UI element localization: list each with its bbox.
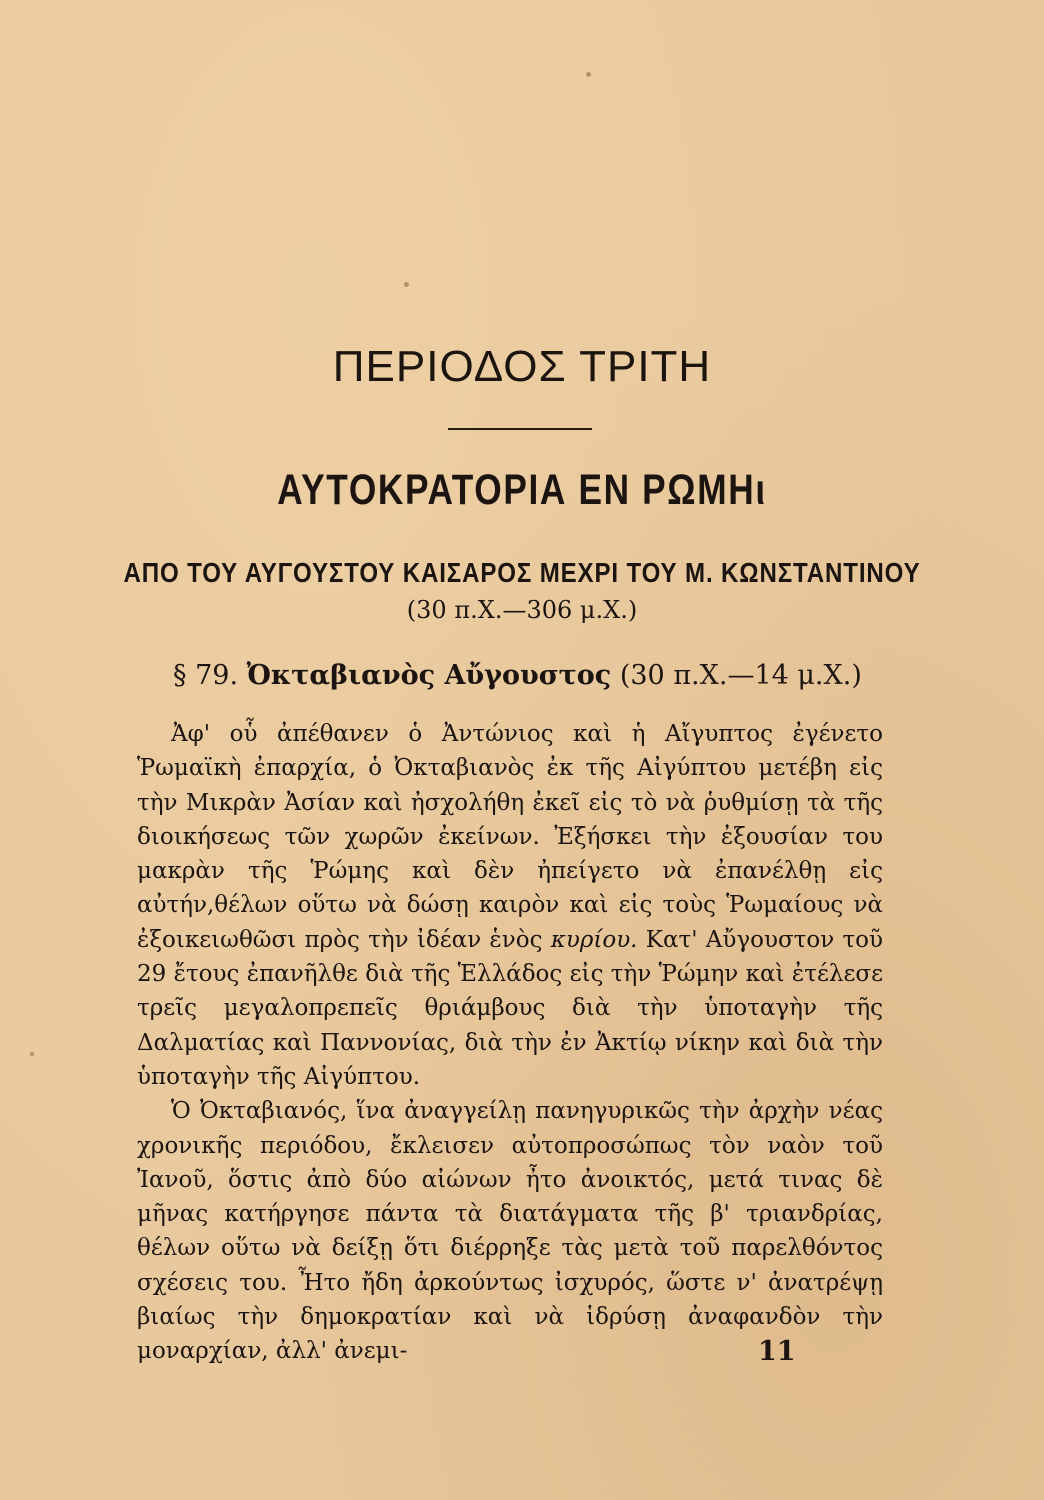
paper-speck xyxy=(586,72,591,77)
body-text xyxy=(137,717,883,1369)
title-divider xyxy=(448,428,592,430)
paragraph-text: Ἀφ' οὗ ἀπέθανεν ὁ Ἀντώνιος καὶ ἡ Αἴγυπτος ἐγένετο Ῥωμαϊκὴ ἐπαρχία, ὁ Ὀκταβιανὸς ἐκ τῆς Αἰγύπτου μετέβη εἰς τὴν Μικρὰν Ἀσίαν καὶ ἠσχολήθη ἐκεῖ εἰς τὸ νὰ ῥυθμίσῃ τὰ τῆς διοικήσεως τῶν χωρῶν ἐκείνων. Ἐξήσκει τὴν ἐξουσίαν του μακρὰν τῆς Ῥώμης καὶ δὲν ἠπείγετο νὰ ἐπανέλθῃ εἰς αὐτήν,θέλων οὕτω νὰ δώσῃ καιρὸν καὶ εἰς τοὺς Ῥωμαίους νὰ ἐξοικειωθῶσι πρὸς τὴν ἰδέαν ἑνὸς xyxy=(137,721,883,953)
paragraph: Ὁ Ὀκταβιανός, ἵνα ἀναγγείλῃ πανηγυρικῶς τὴν ἀρχὴν νέας χρονικῆς περιόδου, ἔκλεισεν αὐτοπροσώπως τὸν ναὸν τοῦ Ἰανοῦ, ὅστις ἀπὸ δύο αἰώνων ἦτο ἀνοικτός, μετά τινας δὲ μῆνας κατήργησε πάντα τὰ διατάγματα τῆς β' τριανδρίας, θέλων οὕτω νὰ δείξῃ ὅτι διέρρηξε τὰς μετὰ τοῦ παρελθόντος σχέσεις του. Ἦτο ἤδη ἀρκούντως ἰσχυρός, ὥστε ν' ἀνατρέψῃ βιαίως τὴν δημοκρατίαν καὶ νὰ ἱδρύσῃ ἀναφανδὸν τὴν μοναρχίαν, ἀλλ' ἀνεμι- xyxy=(137,1098,883,1365)
italic-term: κυρίου. xyxy=(550,926,638,953)
paper-speck xyxy=(30,1052,34,1056)
paper-speck xyxy=(404,282,409,287)
empire-title: ΑΥΤΟΚΡΑΤΟΡΙΑ ΕΝ ΡΩΜΗι xyxy=(277,466,767,514)
part-title: ΠΕΡΙΟΔΟΣ ΤΡΙΤΗ xyxy=(332,342,712,391)
section-number: § 79. xyxy=(173,660,239,691)
section-dates: (30 π.Χ.—14 μ.Χ.) xyxy=(619,660,862,691)
period-dates: (30 π.Χ.—306 μ.Χ.) xyxy=(406,596,638,624)
paragraph xyxy=(137,717,883,1094)
paragraph-text: Κατ' Αὔγουστον τοῦ 29 ἔτους ἐπανῆλθε διὰ τῆς Ἑλλάδος εἰς τὴν Ῥώμην καὶ ἐτέλεσε τρεῖς μεγαλοπρεπεῖς θριάμβους διὰ τὴν ὑποταγὴν τῆς Δαλματίας καὶ Παννονίας, διὰ τὴν ἐν Ἀκτίῳ νίκην καὶ διὰ τὴν ὑποταγὴν τῆς Αἰγύπτου. xyxy=(137,926,884,1090)
section-name: Ὀκταβιανὸς Αὔγουστος xyxy=(246,660,612,691)
section-heading xyxy=(173,660,862,691)
page-number: 11 xyxy=(758,1336,796,1367)
period-subtitle: ΑΠΟ ΤΟΥ ΑΥΓΟΥΣΤΟΥ ΚΑΙΣΑΡΟΣ ΜΕΧΡΙ ΤΟΥ Μ. ΚΩΝΣΤΑΝΤΙΝΟΥ xyxy=(123,557,921,588)
